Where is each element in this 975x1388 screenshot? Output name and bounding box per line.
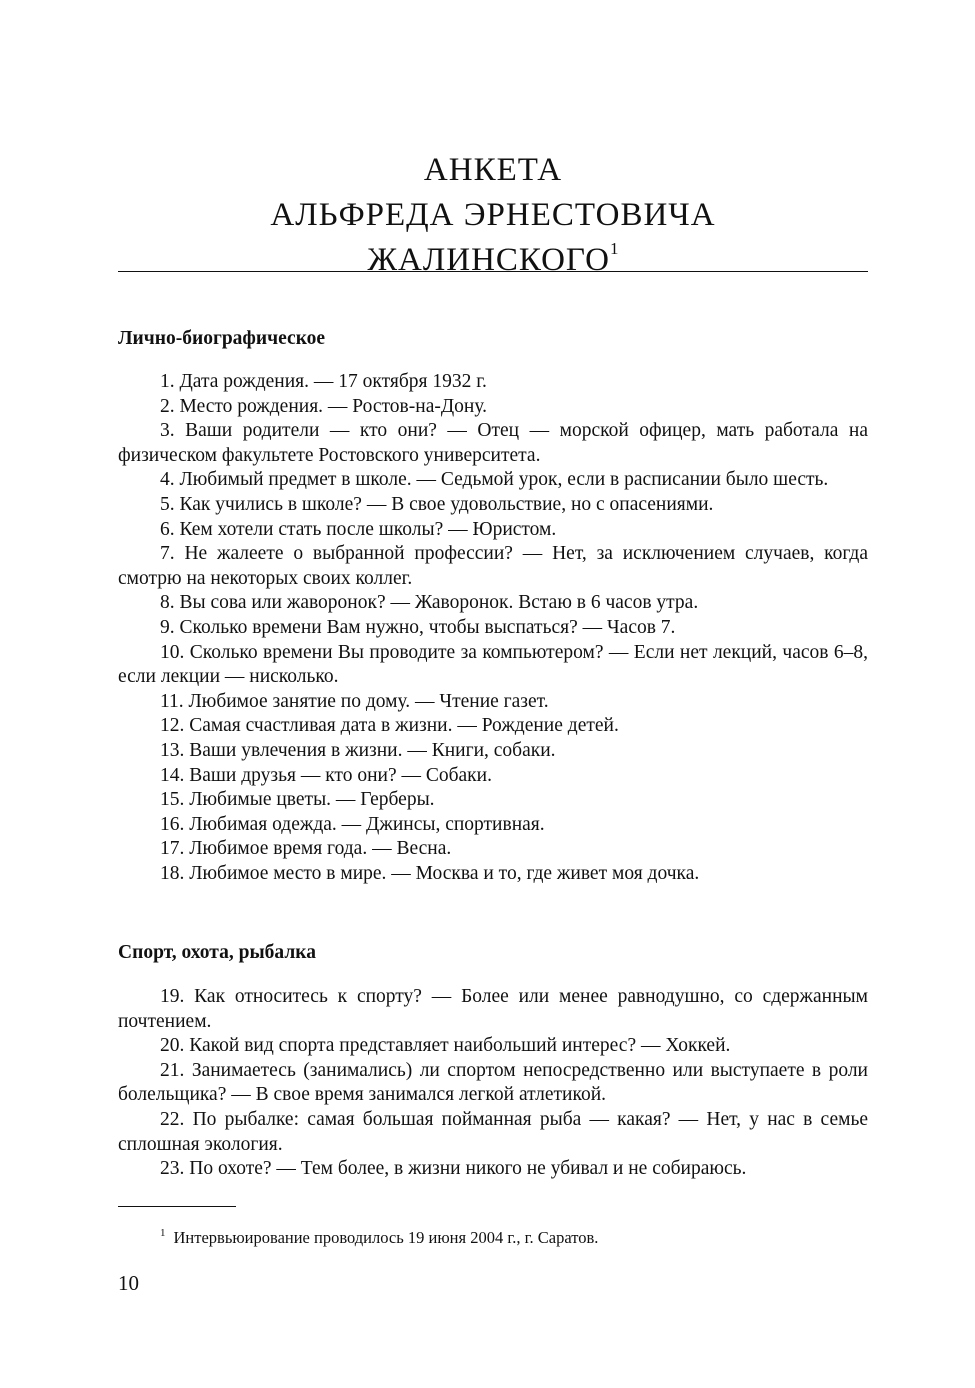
page-number: 10: [118, 1271, 139, 1295]
list-item: 11. Любимое занятие по дому. — Чтение газет.: [160, 690, 549, 712]
footnote-text: Интервьюирование проводилось 19 июня 2004 г., г. Саратов.: [173, 1228, 599, 1247]
list-item: 9. Сколько времени Вам нужно, чтобы выспаться? — Часов 7.: [160, 616, 676, 638]
list-item: 21. Занимаетесь (занимались) ли спортом непосредственно или выступаете в роли болельщика? — В свое время занимался легкой атлетикой.: [118, 1059, 868, 1106]
list-item: 20. Какой вид спорта представляет наибольший интерес? — Хоккей.: [160, 1035, 731, 1057]
list-item: 16. Любимая одежда. — Джинсы, спортивная.: [160, 813, 545, 835]
list-item: 13. Ваши увлечения в жизни. — Книги, собаки.: [160, 739, 556, 761]
list-item: 6. Кем хотели стать после школы? — Юристом.: [160, 518, 557, 540]
footnote-mark: 1: [160, 1227, 166, 1239]
list-item: 7. Не жалеете о выбранной профессии? — Нет, за исключением случаев, когда смотрю на некоторых своих коллег.: [118, 543, 868, 589]
footnote-divider: [118, 1206, 236, 1207]
list-item: 19. Как относитесь к спорту? — Более или менее равнодушно, со сдержанным почтением.: [118, 986, 868, 1032]
footnote: [160, 1222, 598, 1249]
list-item: 22. По рыбалке: самая большая пойманная рыба — какая? — Нет, у нас в семье сплошная экология.: [118, 1108, 868, 1155]
list-item: 14. Ваши друзья — кто они? — Собаки.: [160, 764, 492, 786]
list-item: 15. Любимые цветы. — Герберы.: [160, 789, 435, 811]
list-item: 12. Самая счастливая дата в жизни. — Рождение детей.: [160, 715, 619, 737]
section-heading-biography: Лично-биографическое: [118, 328, 326, 349]
sport-items: [118, 985, 868, 1182]
list-item: 17. Любимое время года. — Весна.: [160, 838, 452, 860]
title-line-2: АЛЬФРЕДА ЭРНЕСТОВИЧА: [270, 197, 716, 233]
page-title: [118, 148, 868, 283]
list-item: 4. Любимый предмет в школе. — Седьмой урок, если в расписании было шесть.: [160, 469, 829, 491]
list-item: 3. Ваши родители — кто они? — Отец — морской офицер, мать работала на физическом факультете Ростовского университета.: [118, 420, 868, 466]
section-heading-sport: Спорт, охота, рыбалка: [118, 942, 316, 963]
list-item: 8. Вы сова или жаворонок? — Жаворонок. Встаю в 6 часов утра.: [160, 592, 699, 614]
list-item: 2. Место рождения. — Ростов-на-Дону.: [160, 395, 488, 417]
list-item: 18. Любимое место в мире. — Москва и то, где живет моя дочка.: [160, 862, 700, 884]
title-divider: [118, 271, 868, 272]
list-item: 10. Сколько времени Вы проводите за компьютером? — Если нет лекций, часов 6–8, если лекции — нисколько.: [118, 641, 868, 688]
title-line-3-text: ЖАЛИНСКОГО: [367, 242, 611, 278]
title-line-3: [118, 238, 868, 283]
title-line-1: АНКЕТА: [423, 152, 563, 188]
biography-items: [118, 370, 868, 886]
list-item: 5. Как учились в школе? — В свое удовольствие, но с опасениями.: [160, 493, 714, 515]
list-item: 1. Дата рождения. — 17 октября 1932 г.: [160, 371, 487, 392]
title-footnote-mark[interactable]: 1: [610, 239, 619, 258]
list-item: 23. По охоте? — Тем более, в жизни никого не убивал и не собираюсь.: [160, 1158, 747, 1180]
